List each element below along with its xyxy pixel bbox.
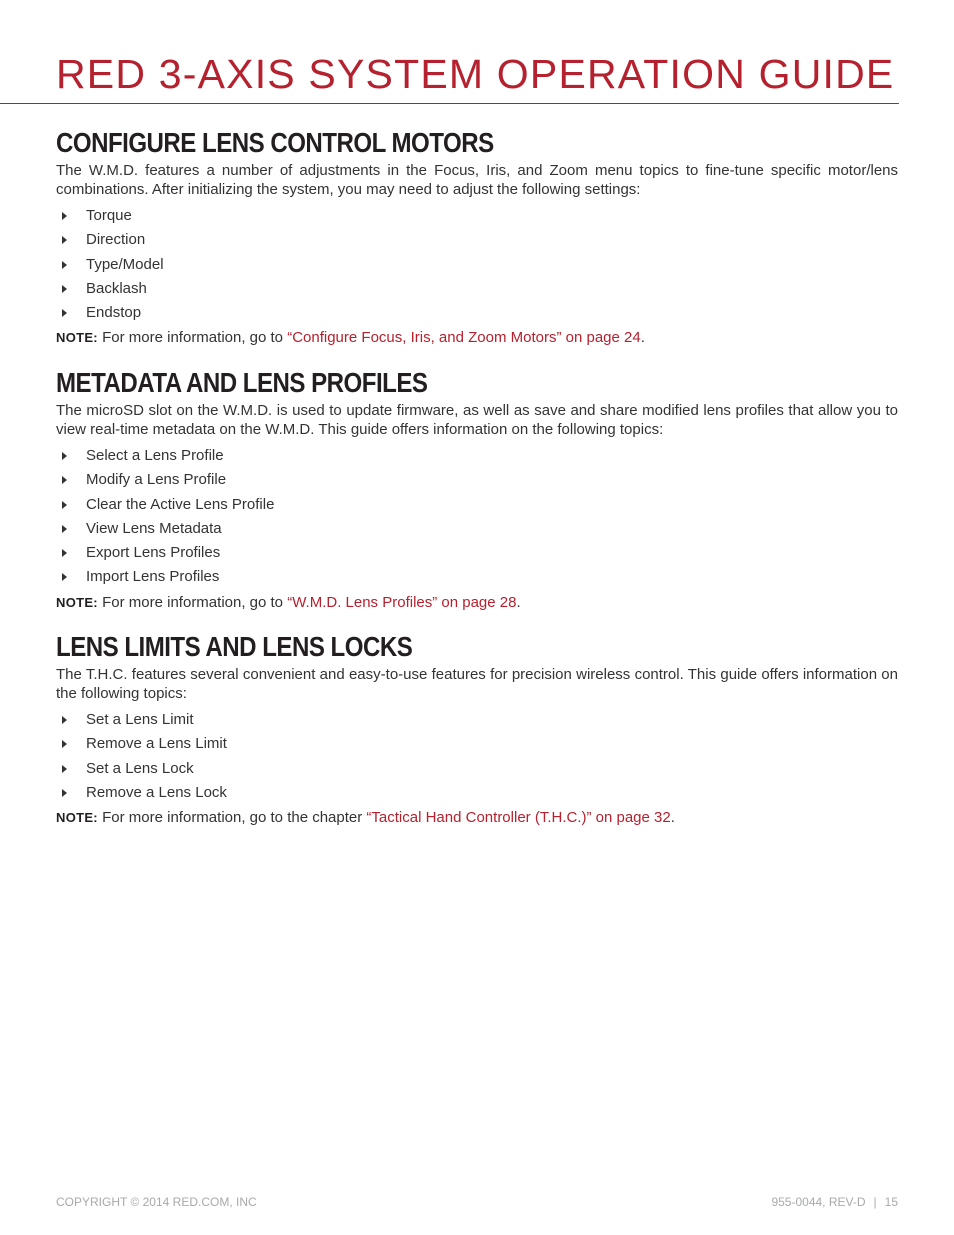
section-heading: CONFIGURE LENS CONTROL MOTORS: [56, 127, 494, 158]
note-label: NOTE:: [56, 330, 98, 346]
note: NOTE: For more information, go to “W.M.D. Lens Profiles” on page 28.: [56, 593, 521, 611]
list-item: Endstop: [56, 301, 898, 325]
footer-copyright: COPYRIGHT © 2014 RED.COM, INC: [56, 1195, 257, 1209]
list-item: Type/Model: [56, 253, 898, 277]
note: NOTE: For more information, go to the chapter “Tactical Hand Controller (T.H.C.)” on page 32.: [56, 809, 675, 827]
list-item: Direction: [56, 228, 898, 252]
caret-right-icon: [62, 261, 67, 269]
section-configure-lens-control-motors: [56, 126, 898, 350]
section-metadata-and-lens-profiles: [56, 366, 898, 615]
note-label: NOTE:: [56, 594, 98, 610]
list-item: Remove a Lens Lock: [56, 781, 898, 805]
cross-reference-link[interactable]: “W.M.D. Lens Profiles” on page 28: [287, 593, 517, 611]
list-item: Backlash: [56, 277, 898, 301]
doc-number: 955-0044, REV-D: [771, 1195, 866, 1209]
footer-separator: |: [873, 1195, 877, 1209]
list-item: Torque: [56, 204, 898, 228]
list-item: Set a Lens Limit: [56, 708, 898, 732]
section-body: The W.M.D. features a number of adjustments in the Focus, Iris, and Zoom menu topics to fine-tune specific motor/lens combinations. After initializing the system, you may need to adjust the following settings:: [56, 162, 898, 198]
list-item: Import Lens Profiles: [56, 565, 898, 589]
cross-reference-link[interactable]: “Configure Focus, Iris, and Zoom Motors” on page 24: [287, 329, 641, 347]
list-item: Select a Lens Profile: [56, 444, 898, 468]
caret-right-icon: [62, 501, 67, 509]
section-heading: METADATA AND LENS PROFILES: [56, 367, 428, 398]
list-item: Modify a Lens Profile: [56, 468, 898, 492]
note: NOTE: For more information, go to “Configure Focus, Iris, and Zoom Motors” on page 24.: [56, 329, 645, 347]
caret-right-icon: [62, 285, 67, 293]
footer-page-info: [771, 1195, 898, 1209]
caret-right-icon: [62, 549, 67, 557]
list-item: Clear the Active Lens Profile: [56, 493, 898, 517]
list-item: Export Lens Profiles: [56, 541, 898, 565]
caret-right-icon: [62, 212, 67, 220]
section-lens-limits-and-lens-locks: [56, 630, 898, 830]
caret-right-icon: [62, 573, 67, 581]
caret-right-icon: [62, 740, 67, 748]
title-divider: [0, 103, 899, 104]
bullet-list: [56, 204, 898, 325]
list-item: Set a Lens Lock: [56, 757, 898, 781]
note-label: NOTE:: [56, 810, 98, 826]
section-heading: LENS LIMITS AND LENS LOCKS: [56, 631, 413, 662]
caret-right-icon: [62, 716, 67, 724]
caret-right-icon: [62, 452, 67, 460]
list-item: View Lens Metadata: [56, 517, 898, 541]
caret-right-icon: [62, 476, 67, 484]
page-number: 15: [884, 1195, 898, 1209]
caret-right-icon: [62, 765, 67, 773]
section-body: The T.H.C. features several convenient and easy-to-use features for precision wireless control. This guide offers information on the following topics:: [56, 666, 898, 702]
caret-right-icon: [62, 525, 67, 533]
section-body: The microSD slot on the W.M.D. is used to update firmware, as well as save and share modified lens profiles that allow you to view real-time metadata on the W.M.D. This guide offers information on the following topics:: [56, 402, 898, 438]
bullet-list: [56, 708, 898, 805]
caret-right-icon: [62, 236, 67, 244]
cross-reference-link[interactable]: “Tactical Hand Controller (T.H.C.)” on page 32: [366, 809, 671, 827]
caret-right-icon: [62, 309, 67, 317]
page-title: RED 3-AXIS SYSTEM OPERATION GUIDE: [56, 51, 895, 97]
caret-right-icon: [62, 789, 67, 797]
list-item: Remove a Lens Limit: [56, 732, 898, 756]
bullet-list: [56, 444, 898, 590]
